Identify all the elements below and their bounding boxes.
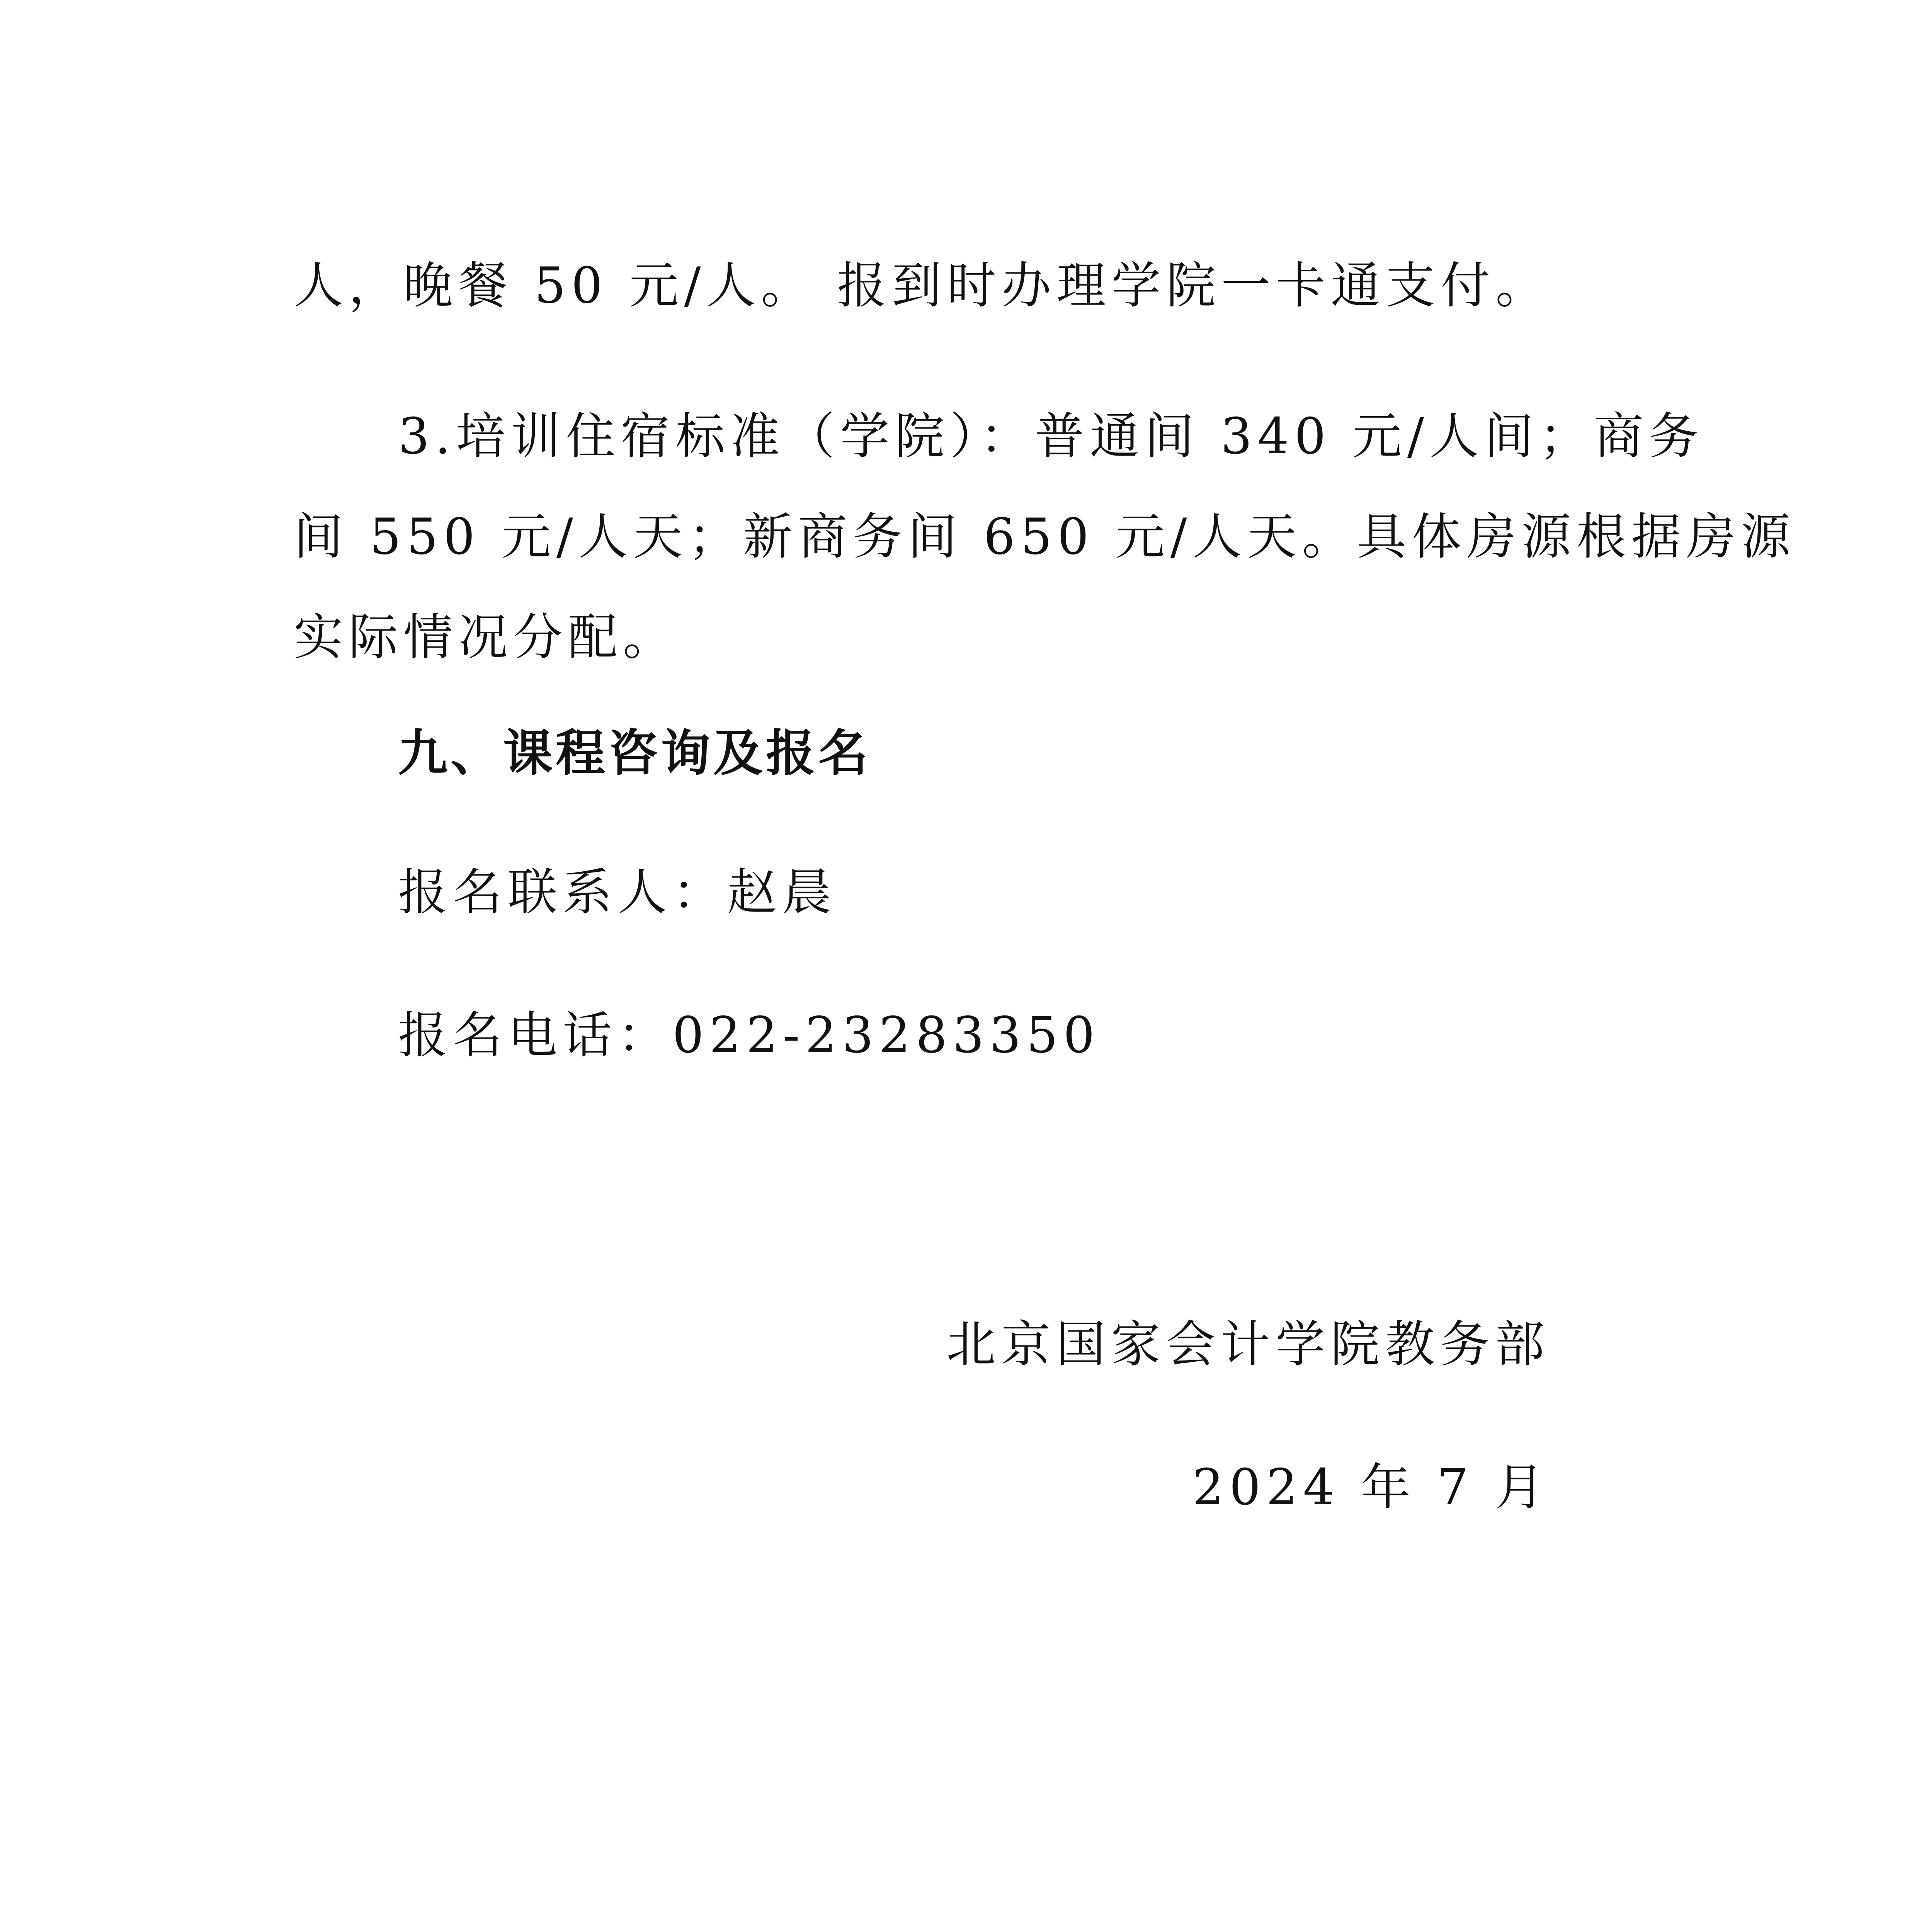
lodging-paragraph-line-3: 实际情况分配。 xyxy=(294,609,678,666)
signature-date: 2024 年 7 月 xyxy=(1192,1459,1550,1516)
lodging-paragraph-line-1: 3.培训住宿标准（学院）：普通间 340 元/人间；商务 xyxy=(398,408,1704,465)
contact-phone: 报名电话：022-23283350 xyxy=(398,1007,1101,1064)
contact-person: 报名联系人：赵晨 xyxy=(398,864,837,921)
lodging-paragraph-line-2: 间 550 元/人天；新商务间 650 元/人天。具体房源根据房源 xyxy=(294,508,1796,566)
section-heading: 九、课程咨询及报名 xyxy=(398,724,871,782)
meals-paragraph-tail: 人，晚餐 50 元/人。 报到时办理学院一卡通支付。 xyxy=(294,257,1551,315)
signature-organization: 北京国家会计学院教务部 xyxy=(946,1316,1550,1373)
